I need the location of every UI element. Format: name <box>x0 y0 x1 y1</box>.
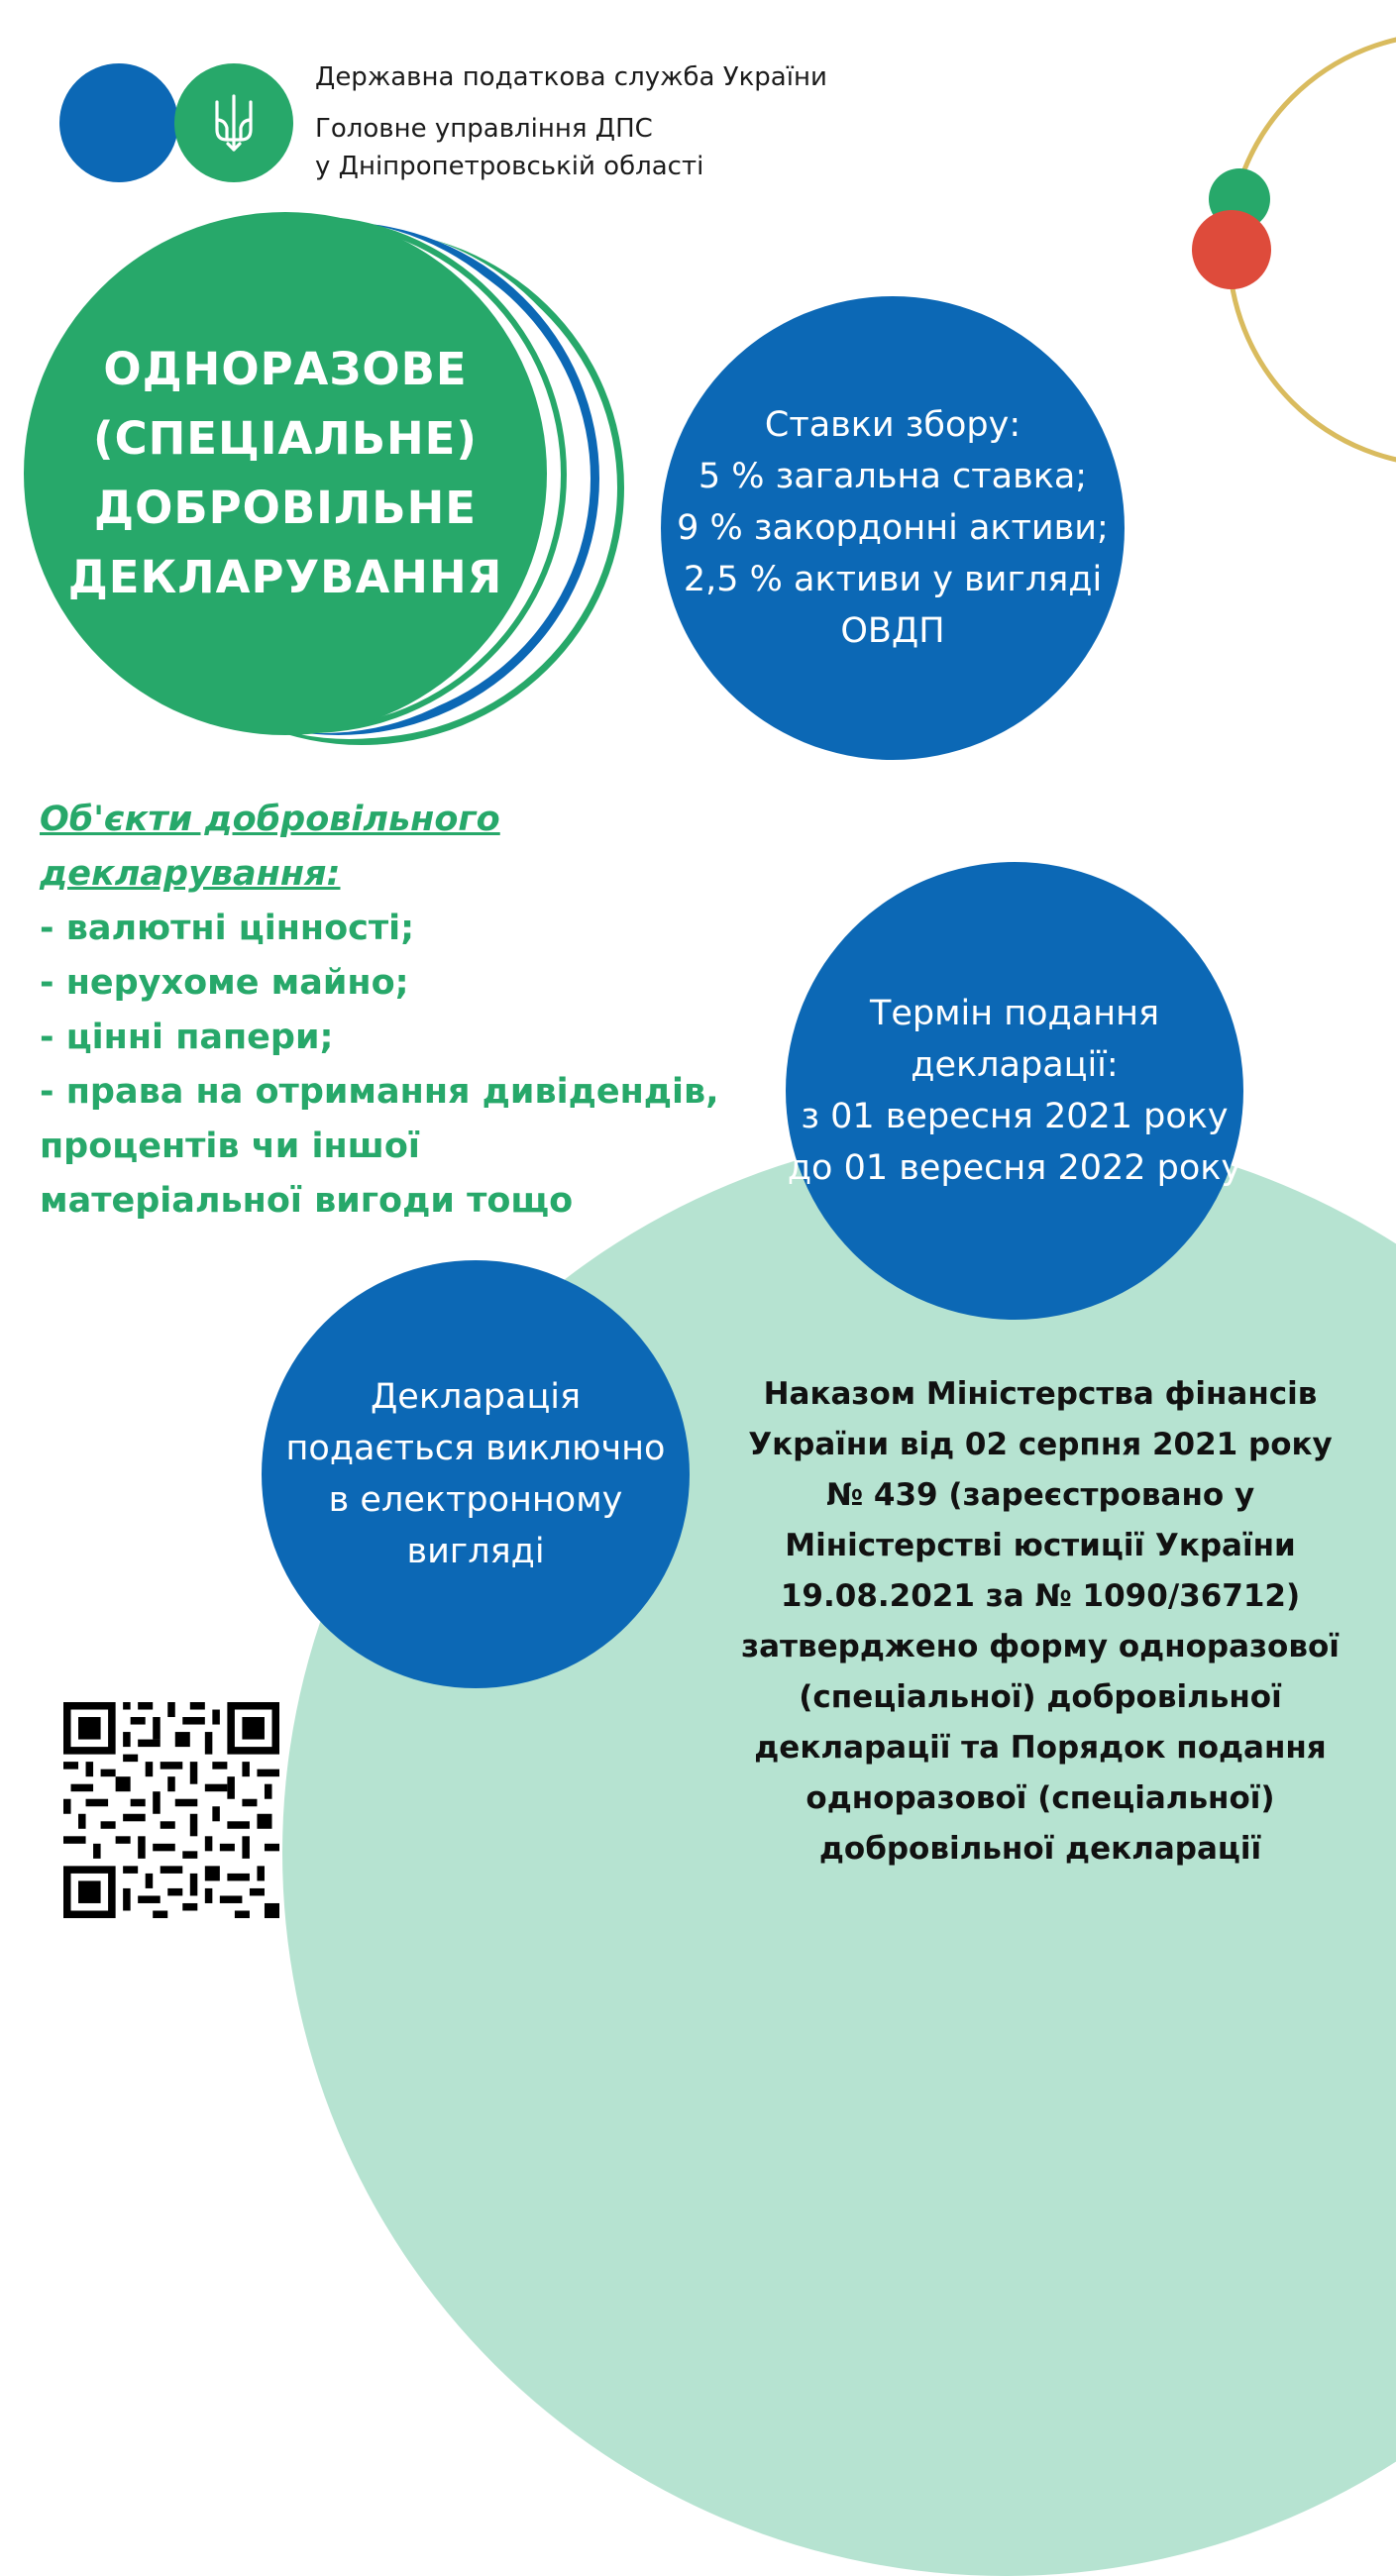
decree-line: затверджено форму одноразової <box>741 1629 1340 1664</box>
deadline-line-2: декларації: <box>911 1045 1119 1085</box>
title-line-2: (СПЕЦІАЛЬНЕ) <box>93 412 478 465</box>
decree-text <box>698 1369 1382 1875</box>
electronic-line-3: в електронному <box>328 1480 623 1520</box>
decree-line: декларації та Порядок подання <box>754 1730 1327 1766</box>
title-line-4: ДЕКЛАРУВАННЯ <box>67 551 503 603</box>
logo-green-circle <box>174 63 293 182</box>
deadline-circle <box>786 862 1243 1320</box>
deadline-line-1: Термін подання <box>869 994 1160 1033</box>
objects-item: - цінні папери; <box>40 1018 334 1057</box>
deadline-line-3: з 01 вересня 2021 року <box>801 1097 1229 1136</box>
rates-line-5: ОВДП <box>840 611 945 651</box>
decree-line: Наказом Міністерства фінансів <box>763 1376 1318 1412</box>
rates-line-2: 5 % загальна ставка; <box>698 457 1088 496</box>
decree-line: Міністерстві юстиції України <box>785 1528 1296 1563</box>
objects-item: - права на отримання дивідендів, <box>40 1072 719 1112</box>
objects-item: матеріальної вигоди тощо <box>40 1181 574 1221</box>
objects-list <box>40 793 719 1229</box>
electronic-line-4: вигляді <box>406 1532 545 1571</box>
qr-code[interactable] <box>63 1702 279 1918</box>
title-line-3: ДОБРОВІЛЬНЕ <box>94 482 477 534</box>
rates-line-3: 9 % закордонні активи; <box>677 508 1109 548</box>
objects-item: процентів чи іншої <box>40 1127 420 1166</box>
electronic-line-1: Декларація <box>370 1377 582 1417</box>
objects-item: - валютні цінності; <box>40 909 415 948</box>
org-name: Державна податкова служба України <box>315 62 827 92</box>
rates-circle <box>661 296 1125 760</box>
objects-heading-line-1: Об'єкти добровільного <box>40 800 500 839</box>
title-line-1: ОДНОРАЗОВЕ <box>103 343 468 395</box>
trident-icon <box>212 92 256 154</box>
decree-line: України від 02 серпня 2021 року <box>748 1427 1333 1462</box>
objects-item: - нерухоме майно; <box>40 963 409 1003</box>
decree-line: добровільної декларації <box>818 1831 1262 1867</box>
title-circle <box>24 212 547 735</box>
decree-line: одноразової (спеціальної) <box>805 1780 1275 1816</box>
decree-line: (спеціальної) добровільної <box>799 1679 1282 1715</box>
objects-heading-line-2: декларування: <box>40 854 341 894</box>
electronic-circle <box>262 1260 690 1688</box>
electronic-line-2: подається виключно <box>285 1429 666 1468</box>
dept-line-2: у Дніпропетровській області <box>315 152 704 181</box>
decree-line: № 439 (зареєстровано у <box>825 1477 1255 1513</box>
rates-line-1: Ставки збору: <box>764 405 1021 445</box>
red-dot-decoration <box>1192 210 1271 289</box>
logo-blue-circle <box>59 63 178 182</box>
deadline-line-4: до 01 вересня 2022 року <box>787 1148 1242 1188</box>
dept-line-1: Головне управління ДПС <box>315 114 653 144</box>
rates-line-4: 2,5 % активи у вигляді <box>683 560 1103 599</box>
decree-line: 19.08.2021 за № 1090/36712) <box>780 1578 1301 1614</box>
